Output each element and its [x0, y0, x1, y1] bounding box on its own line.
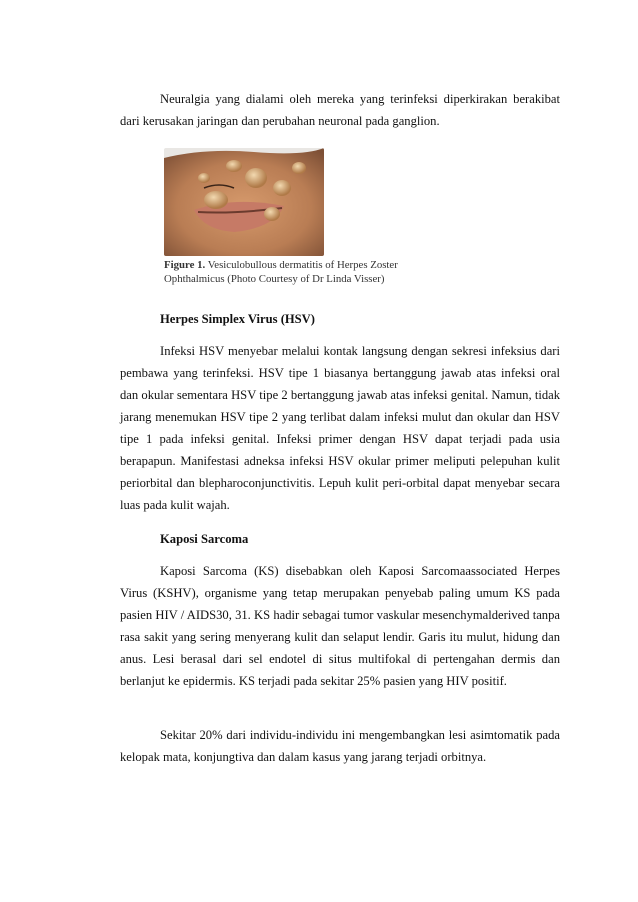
heading-kaposi-sarcoma: Kaposi Sarcoma [160, 532, 249, 546]
paragraph-hsv: Infeksi HSV menyebar melalui kontak langsung dengan sekresi infeksius dari pembawa yang terinfeksi. HSV tipe 1 biasanya bertanggung jawab atas infeksi oral dan okular sementara HSV tipe 2 bertanggung jawab atas infeksi genital. Namun, tidak jarang menemukan HSV tipe 2 yang terlibat dalam infeksi mulut dan okular dan HSV tipe 1 pada infeksi genital. Infeksi primer dengan HSV dapat terjadi pada usia berapapun. Manifestasi adneksa infeksi HSV okular primer meliputi pelepuhan kulit periorbital dan blepharoconjunctivitis. Lepuh kulit peri-orbital dapat menyebar secara luas pada kulit wajah. [120, 344, 560, 512]
herpes-zoster-photo-image [164, 148, 324, 256]
figure-caption-text: Vesiculobullous dermatitis of Herpes Zoster Ophthalmicus (Photo Courtesy of Dr Linda Visser) [164, 259, 398, 285]
figure-label: Figure 1. [164, 259, 206, 271]
paragraph-neuralgia: Neuralgia yang dialami oleh mereka yang terinfeksi diperkirakan berakibat dari kerusakan jaringan dan perubahan neuronal pada ganglion. [120, 92, 560, 128]
heading-hsv: Herpes Simplex Virus (HSV) [160, 312, 315, 326]
figure-photo [164, 148, 324, 256]
paragraph-kaposi-sarcoma: Kaposi Sarcoma (KS) disebabkan oleh Kaposi Sarcomaassociated Herpes Virus (KSHV), organisme yang tetap merupakan penyebab paling umum KS pada pasien HIV / AIDS30, 31. KS hadir sebagai tumor vaskular mesenchymalderived tanpa rasa sakit yang sering menyerang kulit dan selaput lendir. Garis itu mulut, hidung dan anus. Lesi berasal dari sel endotel di situs multifokal di pertengahan dermis dan berlanjut ke epidermis. KS terjadi pada sekitar 25% pasien yang HIV positif. [120, 564, 560, 688]
paragraph-kaposi-followup: Sekitar 20% dari individu-individu ini mengembangkan lesi asimtomatik pada kelopak mata, konjungtiva dan dalam kasus yang jarang terjadi orbitnya. [120, 728, 560, 764]
figure-caption [164, 258, 454, 286]
